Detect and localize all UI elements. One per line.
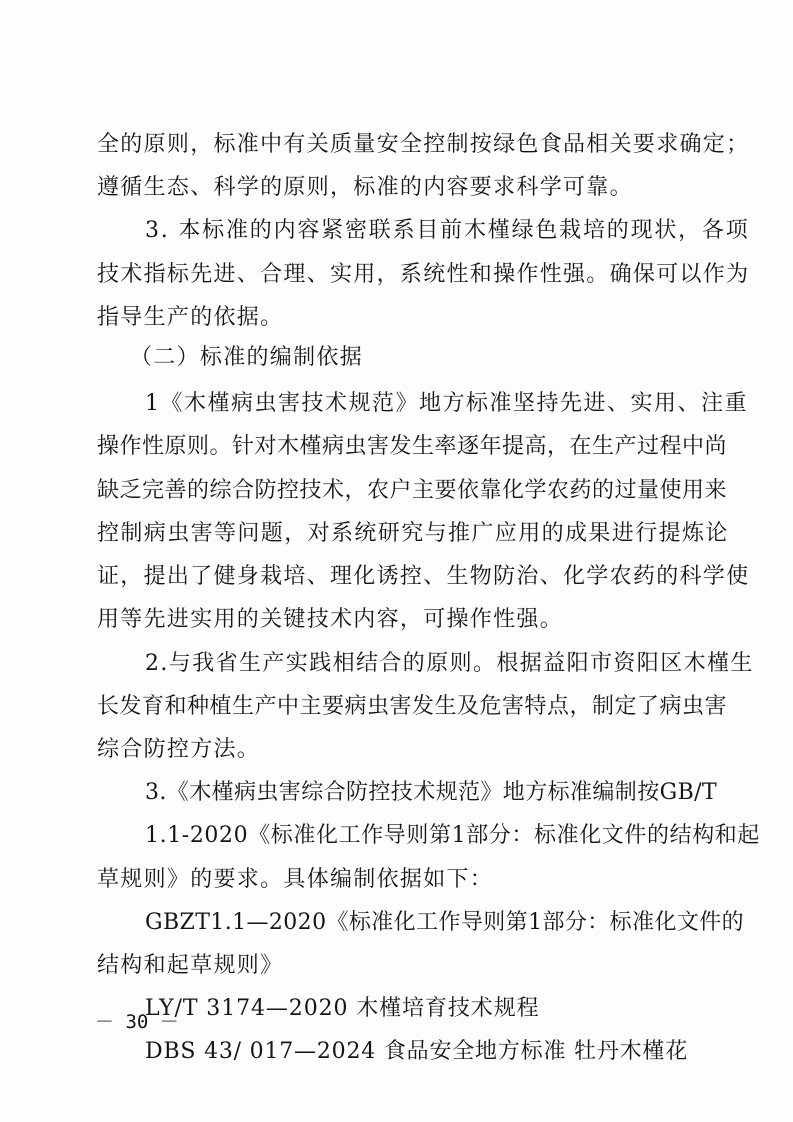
text-line: 指导生产的依据。 — [97, 305, 284, 330]
text-line: 用等先进实用的关键技术内容，可操作性强。 — [97, 607, 564, 632]
page-number: － 30 － — [95, 1011, 179, 1033]
reference-line: LY/T 3174—2020 木槿培育技术规程 — [145, 996, 540, 1021]
text-line: 缺乏完善的综合防控技术，农户主要依靠化学农药的过量使用来 — [97, 478, 728, 503]
text-line: 3.《木槿病虫害综合防控技术规范》地方标准编制按GB/T — [145, 780, 718, 805]
text-line: 草规则》的要求。具体编制依据如下： — [97, 867, 494, 892]
reference-line: DBS 43/ 017—2024 食品安全地方标准 牡丹木槿花 — [145, 1039, 689, 1064]
section-heading: （二）标准的编制依据 — [130, 345, 364, 370]
text-line: 遵循生态、科学的原则，标准的内容要求科学可靠。 — [97, 175, 633, 200]
text-line: 技术指标先进、合理、实用，系统性和操作性强。确保可以作为 — [97, 262, 750, 287]
text-line: 控制病虫害等问题，对系统研究与推广应用的成果进行提炼论 — [97, 521, 729, 546]
text-line: 长发育和种植生产中主要病虫害发生及危害特点，制定了病虫害 — [97, 694, 728, 719]
text-line: 1《木槿病虫害技术规范》地方标准坚持先进、实用、注重 — [145, 391, 748, 416]
text-line: 3. 本标准的内容紧密联系目前木槿绿色栽培的现状，各项 — [145, 218, 750, 243]
text-line: 2.与我省生产实践相结合的原则。根据益阳市资阳区木槿生 — [145, 651, 754, 676]
text-line: 结构和起草规则》 — [97, 953, 284, 978]
text-line: 全的原则，标准中有关质量安全控制按绿色食品相关要求确定； — [97, 132, 750, 157]
text-line: 证，提出了健身栽培、理化诱控、生物防治、化学农药的科学使 — [97, 564, 750, 589]
text-line: GBZT1.1—2020《标准化工作导则第1部分：标准化文件的 — [145, 910, 745, 935]
text-line: 综合防控方法。 — [97, 737, 261, 762]
text-line: 1.1-2020《标准化工作导则第1部分：标准化文件的结构和起 — [145, 823, 761, 848]
text-line: 操作性原则。针对木槿病虫害发生率逐年提高，在生产过程中尚 — [97, 434, 728, 459]
